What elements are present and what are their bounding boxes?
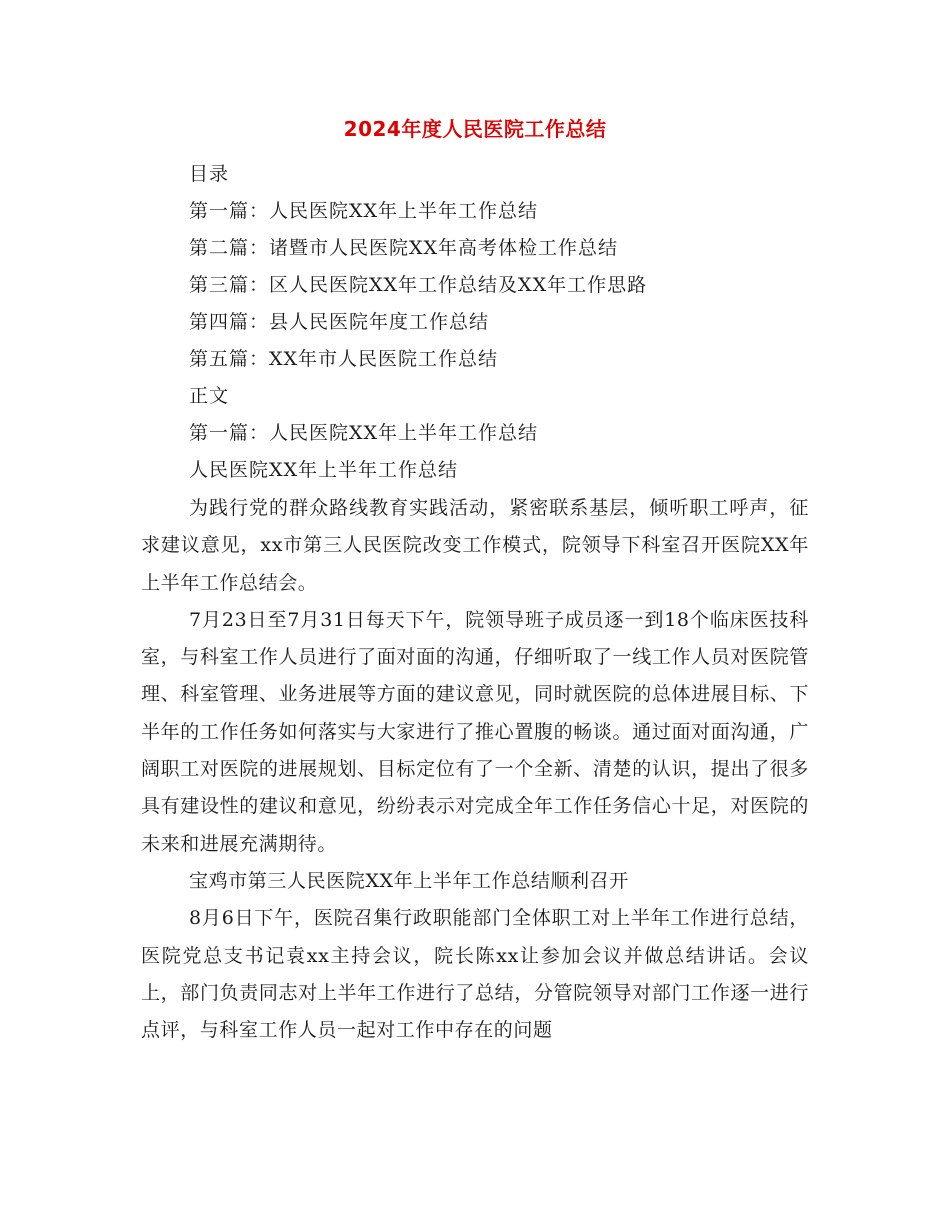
section-heading: 人民医院XX年上半年工作总结 <box>189 459 459 481</box>
body-heading: 正文 <box>189 385 230 407</box>
paragraph-1: 为践行党的群众路线教育实践活动，紧密联系基层，倾听职工呼声，征求建议意见，xx市第三人民医院改变工作模式，院领导下科室召开医院XX年上半年工作总结会。 <box>141 497 809 594</box>
chapter-heading: 第一篇：人民医院XX年上半年工作总结 <box>189 422 539 444</box>
document-title: 2024年度人民医院工作总结 <box>343 117 607 141</box>
toc-item-2: 第二篇：诸暨市人民医院XX年高考体检工作总结 <box>189 237 619 259</box>
toc-heading: 目录 <box>189 163 230 185</box>
paragraph-2: 7月23日至7月31日每天下午，院领导班子成员逐一到18个临床医技科室，与科室工作人员进行了面对面的沟通，仔细听取了一线工作人员对医院管理、科室管理、业务进展等方面的建议意见，同时就医院的总体进展目标、下半年的工作任务如何落实与大家进行了推心置腹的畅谈。通过面对面沟通，广阔职工对医院的进展规划、目标定位有了一个全新、清楚的认识，提出了很多具有建设性的建议和意见，纷纷表示对完成全年工作任务信心十足，对医院的未来和进展充满期待。 <box>141 608 809 855</box>
toc-item-1: 第一篇：人民医院XX年上半年工作总结 <box>189 200 539 222</box>
subheading-line: 宝鸡市第三人民医院XX年上半年工作总结顺利召开 <box>189 869 629 892</box>
body-text <box>141 490 809 1049</box>
paragraph-3: 8月6日下午，医院召集行政职能部门全体职工对上半年工作进行总结，医院党总支书记袁xx主持会议，院长陈xx让参加会议并做总结讲话。会议上，部门负责同志对上半年工作进行了总结，分管院领导对部门工作逐一进行点评，与科室工作人员一起对工作中存在的问题 <box>141 907 809 1042</box>
toc-item-3: 第三篇：区人民医院XX年工作总结及XX年工作思路 <box>189 274 648 296</box>
toc-item-5: 第五篇：XX年市人民医院工作总结 <box>189 348 499 370</box>
table-of-contents <box>189 158 829 491</box>
toc-item-4: 第四篇：县人民医院年度工作总结 <box>189 311 490 333</box>
